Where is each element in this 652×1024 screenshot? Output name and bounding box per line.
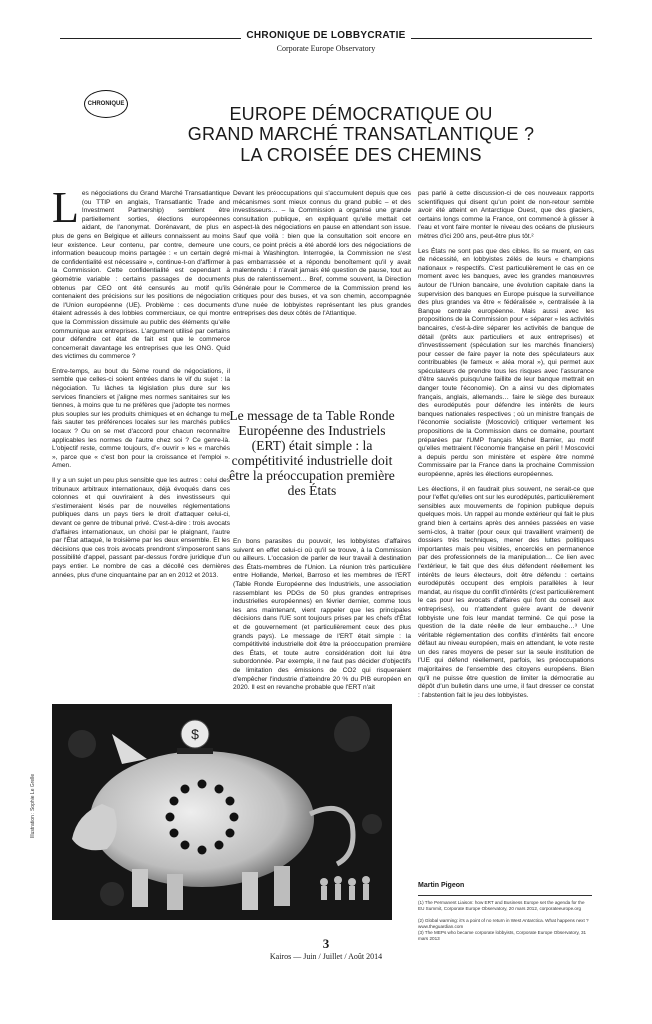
column-2-bottom <box>233 538 411 699</box>
piggy-bank-illustration <box>52 704 392 920</box>
issue-line: Kairos — Juin / Juillet / Août 2014 <box>269 952 383 961</box>
col1-paragraph-3: Il y a un sujet un peu plus sensible que les autres : celui des tribunaux arbitraux internationaux, déjà évoqués dans ces colonnes et qui ouvriraient à des investisseurs qui s'estimeraient lésés par de nouvelles réglementations publiques dans un pays tiers le droit d'attaquer celui-ci, devant ce genre de tribunal privé. C'est-à-dire : trois avocats d'affaires internationaux, un choisi par le plaignant, l'autre par l'État attaqué, le troisième par les deux ensemble. Et les décisions que ces trois avocats prendront s'imposeront sans possibilité d'appel, passant par-dessus l'ordre juridique d'un pays entier. Le nombre de cas a décollé ces dernières années, plus d'une cinquantaine par an en 2012 et 2013. <box>52 477 230 579</box>
col3-paragraph-2: Les États ne sont pas que des cibles. Ils se muent, en cas de nécessité, en lobbyistes zélés de leurs « champions nationaux » respectifs. C'est particulièrement le cas en ce moment avec les banques, avec les grandes manœuvres autour de l'Union bancaire, une évolution capitale dans la supervision des banques en Europe puisque la surveillance des plus grandes va être « fédéralisée », centralisée à la Banque centrale européenne. Mais aussi avec les propositions de la Commission pour « séparer » les activités bancaires, c'est-à-dire séparer les activités de banque de détail (prêts aux particuliers et aux entreprises) et d'investissement (spéculation sur les marchés financiers) pour cesser de faire payer la note des spéculateurs aux contribuables (le fameux « aléa moral »), qui permet aux spéculateurs de prendre tous les risques avec l'assurance d'être sauvés puisqu'une faillite de leur banque mettrait en danger toute l'économie). On a ainsi vu des diplomates français, anglais, allemands… faire le siège des bureaux des eurodéputés pour défendre les intérêts de leurs banques nationales respectives ; où un ministre français de l'économie socialiste (Moscovici) critiquer vertement les propositions de la Commission dans ce domaine, pourtant préparées par l'UMP français Michel Barnier, au motif qu'elles mettraient l'économie française en péril ! Moscovici a depuis perdu son ministère et espère être nommé Commissaire par la France dans la prochaine Commission européenne, après les élections européennes. <box>418 247 594 478</box>
footnote-rule <box>418 895 592 896</box>
illustration-credit: Illustration : Sophie Le Grelle <box>30 773 36 838</box>
chronique-badge: CHRONIQUE <box>84 90 128 118</box>
section-source: Corporate Europe Observatory <box>276 44 376 53</box>
pull-quote: Le message de ta Table Ronde Européenne des Industriels (ERT) était simple : la compétitivité industrielle doit être la préoccupation première des États <box>229 408 395 498</box>
col1-paragraph-1: es négociations du Grand Marché Transatlantique (ou TTIP en anglais, Transatlantic Trade and Investment Partnership) semblent être partiellement sorties, élections européennes aidant, de l'anonymat. Dorénavant, de plus en plus de gens en Belgique et ailleurs connaissent au moins leur existence. Leur contenu, par contre, demeure une information beaucoup moins partagée : « un certain degré de confidentialité est nécessaire », continue-t-on d'affirmer à la Commission. Cette confidentialité est cependant à géométrie variable : certains passages de documents obtenus par CEO ont été censurés au motif qu'ils contenaient des précisions sur les positions de négociation de l'Union européenne (UE). Problème : ces documents étaient adressés à des lobbies commerciaux, ce qui montre que la Commission dissimule au public des éléments qu'elle communique aux entreprises. L'argument utilisé par certains pour défendre cet état de fait est que le commerce concernerait davantage les entreprises que les ONG. Quid des victimes du commerce ? <box>52 190 230 361</box>
col3-paragraph-3: Les élections, il en faudrait plus souvent, ne serait-ce que pour l'effet qu'elles ont sur les eurodéputés, particulièrement sensibles aux mouvements de l'opinion publique depuis quelques mois. Un rappel au monde extérieur qui fait le plus grand bien à certains après des années passées en vase semi-clos, à traiter (pour ceux qui travaillent vraiment) de dossiers très techniques, mener des luttes politiques importantes mais peu visibles, encerclés en permanence par des professionnels de la manipulation… Ce lien avec l'extérieur, le fait que des élus défendent réellement les intérêts de leurs électeurs, doit être défendu : certains eurodéputés occupent des emplois parallèles à leur mandat, au risque du conflit d'intérêts (c'est particulièrement le cas pour les avocats d'affaires qui font du conseil aux entreprises), ou n'attendent guère avant de devenir lobbyiste une fois leur mandat terminé. Ce qui pose la question de la date réelle de leur embauche…³ Une véritable réglementation des conflits d'intérêts fait encore défaut au niveau européen, mais en attendant, le vote reste un des rares moyens de peser sur la seule institution de l'UE qui défend réellement, parfois, les préoccupations majoritaires de l'ensemble des citoyens européens. Bien qu'il ne puisse être question de limiter la démocratie au dépôt d'un bulletin dans une urne, il faut dresser ce constat : l'abstention fait le jeu des lobbyistes. <box>418 485 594 699</box>
headline-line-1: EUROPE DÉMOCRATIQUE OU <box>229 104 493 124</box>
coin-dollar-symbol: $ <box>191 726 199 742</box>
piggy-bank-drawing <box>52 704 392 920</box>
footnote-1: (1) The Permanent Liaison: how ERT and Business Europe set the agenda for the EU Summit, Corporate Europe Observatory, 20 mars 2012, corporateeurope.org <box>418 900 585 911</box>
page-number: 3 <box>322 936 330 951</box>
col3-paragraph-1: pas parlé à cette discussion-ci de ces nouveaux rapports scientifiques qui disent qu'un point de non-retour semble avoir été atteint en Antarctique Ouest, que des glaciers, certains longs comme la France, ont commencé à glisser à l'eau et vont faire monter le niveau des océans de plusieurs mètres d'ici 200 ans, peut-être plus tôt.² <box>418 190 594 240</box>
col2-paragraph-2: En bons parasites du pouvoir, les lobbyistes d'affaires suivent en effet celui-ci où qu'il se trouve, à la Commission ou ailleurs. L'occasion de parler de leur travail à destination des États-membres de l'Union. La réunion très particulière entre Hollande, Merkel, Barroso et les membres de l'ERT (Table Ronde Européenne des Industriels, une association rassemblant les PDGs de 50 plus grandes entreprises industrielles européennes) en février dernier, comme tous les ans maintenant, vient rappeler que les principales décisions dans l'UE sont toujours prises par les chefs d'État et de gouvernement (et particulièrement ceux des plus grands pays). Le message de l'ERT était simple : la compétitivité industrielle doit être la préoccupation première des États, et toute autre considération doit lui être subordonnée. Par exemple, il ne faut pas décider d'objectifs de limitation des émissions de CO2 qui risqueraient d'empêcher l'industrie d'atteindre 20 % du PIB européen en 2020. Il est en revanche probable que l'ERT n'ait <box>233 538 411 692</box>
headline-line-3: LA CROISÉE DES CHEMINS <box>240 145 482 165</box>
column-3 <box>418 190 594 706</box>
headline-line-2: GRAND MARCHÉ TRANSATLANTIQUE ? <box>187 124 535 144</box>
section-title: CHRONIQUE DE LOBBYCRATIE <box>241 30 411 41</box>
footnote-3: (3) The MEPs who became corporate lobbyists, Corporate Europe Observatory, 31 mars 2013 <box>418 930 587 941</box>
author-name: Martin Pigeon <box>418 882 465 889</box>
drop-cap: L <box>52 183 79 232</box>
footnote-2: (2) Global warming: it's a point of no return in West Antarctica. What happens next ? www.theguardian.com <box>418 918 589 929</box>
column-2-top <box>233 190 411 325</box>
col2-paragraph-1: Devant les préoccupations qui s'accumulent depuis que ces mécanismes sont mieux connus du grand public – et des investisseurs… – la Commission a organisé une grande consultation publique, en expliquant qu'elle mettait cet aspect-là des négociations en pause en attendant son issue. Sauf que voilà : bien que la consultation soit encore en cours, ce point précis a été abordé lors des négociations de mi-mai à Washington. Interrogée, la Commission ne s'est pas embarrassée et a répondu benoîtement qu'il y avait malentendu : il n'avait jamais été question de pause, tout au plus de ralentissement… Bref, comme souvent, la Direction Générale pour le Commerce de la Commission prend les critiques pour des buses, et va son chemin, accompagnée d'une nuée de lobbyistes représentant les plus grandes entreprises des deux côtés de l'Atlantique. <box>233 190 411 318</box>
col1-paragraph-2: Entre-temps, au bout du 5ème round de négociations, il semble que celles-ci soient entrées dans le vif du sujet : la négociation. Tu lâches ta législation plus dure sur les services financiers et j'aligne mes normes sanitaires sur les tiennes, à moins que tu ne préfères que j'adopte tes normes plus souples sur les produits chimiques et en échange tu me fais sauter tes préférences locales sur les marchés publics locaux ? Ou on se met d'accord pour chacun reconnaître applicables les normes de l'autre chez soi ? Ce genre-là. L'objectif reste, comme toujours, d'« ouvrir » les « marchés », parce que « c'est bon pour la croissance et l'emploi ». Amen. <box>52 367 230 470</box>
column-1 <box>52 183 230 586</box>
